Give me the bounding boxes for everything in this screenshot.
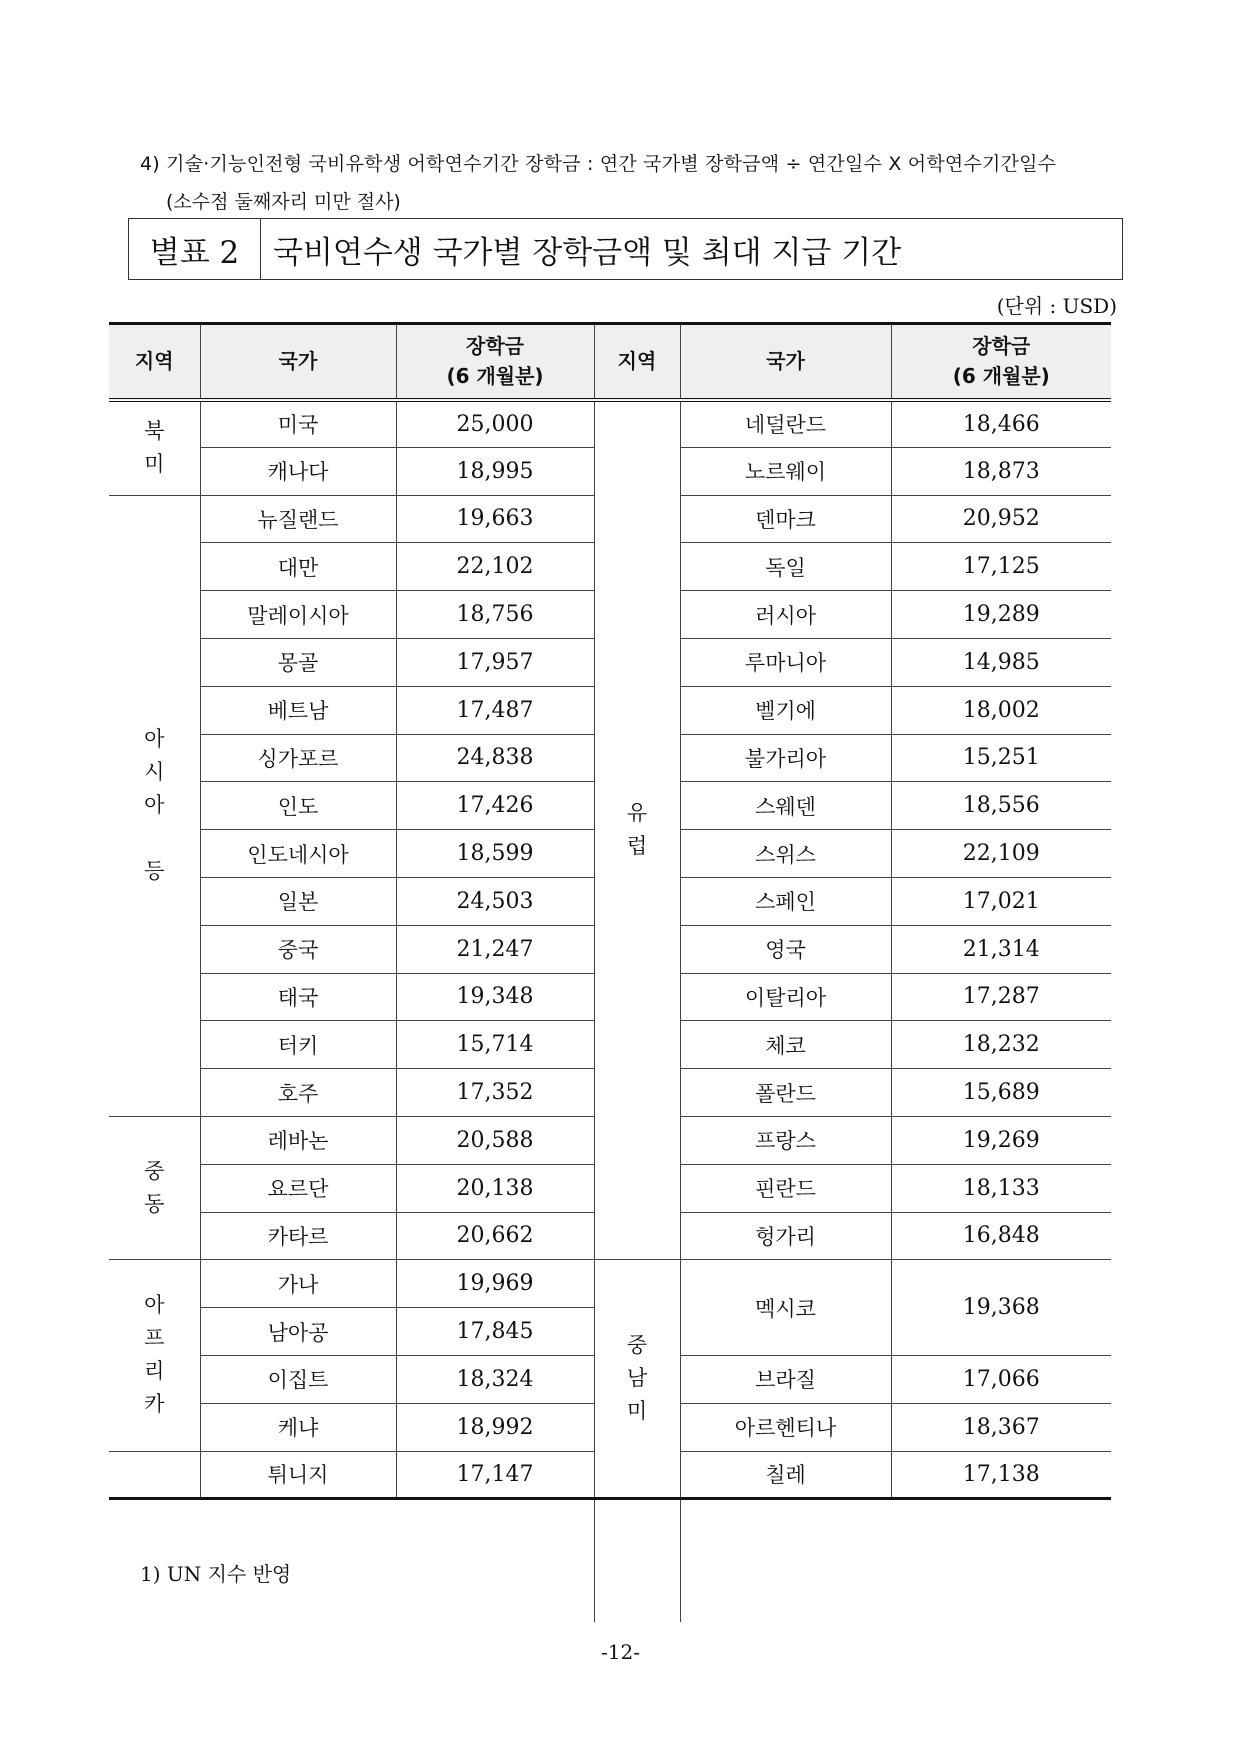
country-cell: 멕시코	[680, 1260, 891, 1356]
amount-cell: 20,952	[891, 495, 1111, 543]
country-cell: 브라질	[680, 1355, 891, 1403]
country-cell: 칠레	[680, 1451, 891, 1499]
amount-cell: 14,985	[891, 638, 1111, 686]
header-region-left: 지역	[109, 324, 200, 400]
amount-cell: 19,348	[396, 973, 594, 1021]
table-title: 국비연수생 국가별 장학금액 및 최대 지급 기간	[273, 234, 902, 271]
amount-cell: 20,662	[396, 1212, 594, 1260]
region-empty	[109, 1451, 200, 1499]
country-cell: 가나	[200, 1260, 396, 1308]
country-cell: 인도네시아	[200, 830, 396, 878]
country-cell: 태국	[200, 973, 396, 1021]
appendix-label: 별표 2	[129, 219, 261, 279]
country-cell: 영국	[680, 925, 891, 973]
amount-cell: 18,133	[891, 1164, 1111, 1212]
country-cell: 대만	[200, 543, 396, 591]
country-cell: 불가리아	[680, 734, 891, 782]
amount-cell: 17,957	[396, 638, 594, 686]
amount-cell: 18,324	[396, 1355, 594, 1403]
country-cell: 인도	[200, 782, 396, 830]
country-cell: 독일	[680, 543, 891, 591]
header-amount-right: 장학금 (6 개월분)	[891, 324, 1111, 400]
intro-line-2: (소수점 둘째자리 미만 절사)	[166, 191, 401, 213]
country-cell: 레바논	[200, 1116, 396, 1164]
amount-cell: 19,368	[891, 1260, 1111, 1356]
header-country-left: 국가	[200, 324, 396, 400]
scholarship-table	[109, 322, 1111, 1500]
country-cell: 케냐	[200, 1403, 396, 1451]
amount-cell: 17,426	[396, 782, 594, 830]
column-divider-extension	[594, 1500, 595, 1622]
amount-cell: 22,109	[891, 830, 1111, 878]
amount-cell: 18,756	[396, 591, 594, 639]
country-cell: 터키	[200, 1021, 396, 1069]
amount-cell: 19,969	[396, 1260, 594, 1308]
amount-cell: 17,147	[396, 1451, 594, 1499]
intro-line-1: 4) 기술·기능인전형 국비유학생 어학연수기간 장학금 : 연간 국가별 장학금액 ÷ 연간일수 X 어학연수기간일수	[140, 153, 1057, 175]
amount-cell: 18,995	[396, 447, 594, 495]
unit-label: (단위 : USD)	[996, 294, 1117, 318]
country-cell: 이집트	[200, 1355, 396, 1403]
amount-cell: 17,021	[891, 877, 1111, 925]
amount-cell: 19,269	[891, 1116, 1111, 1164]
amount-cell: 18,599	[396, 830, 594, 878]
region-north-america: 북 미	[109, 400, 200, 496]
amount-cell: 17,487	[396, 686, 594, 734]
header-amount-left: 장학금 (6 개월분)	[396, 324, 594, 400]
country-cell: 호주	[200, 1069, 396, 1117]
header-region-right: 지역	[594, 324, 680, 400]
country-cell: 핀란드	[680, 1164, 891, 1212]
amount-cell: 16,848	[891, 1212, 1111, 1260]
country-cell: 네덜란드	[680, 400, 891, 448]
amount-cell: 24,503	[396, 877, 594, 925]
country-cell: 몽골	[200, 638, 396, 686]
country-cell: 헝가리	[680, 1212, 891, 1260]
region-africa: 아 프 리 카	[109, 1260, 200, 1451]
country-cell: 스페인	[680, 877, 891, 925]
amount-cell: 20,588	[396, 1116, 594, 1164]
country-cell: 스웨덴	[680, 782, 891, 830]
amount-cell: 22,102	[396, 543, 594, 591]
country-cell: 루마니아	[680, 638, 891, 686]
country-cell: 말레이시아	[200, 591, 396, 639]
page-number: -12-	[601, 1640, 640, 1664]
amount-cell: 18,232	[891, 1021, 1111, 1069]
country-cell: 덴마크	[680, 495, 891, 543]
country-cell: 스위스	[680, 830, 891, 878]
table-header-row	[109, 324, 1111, 400]
country-cell: 노르웨이	[680, 447, 891, 495]
amount-cell: 15,689	[891, 1069, 1111, 1117]
region-middle-east: 중 동	[109, 1116, 200, 1259]
country-cell: 싱가포르	[200, 734, 396, 782]
country-cell: 뉴질랜드	[200, 495, 396, 543]
amount-cell: 18,556	[891, 782, 1111, 830]
country-cell: 캐나다	[200, 447, 396, 495]
region-asia: 아 시 아 등	[109, 495, 200, 1116]
country-cell: 베트남	[200, 686, 396, 734]
country-cell: 이탈리아	[680, 973, 891, 1021]
country-cell: 아르헨티나	[680, 1403, 891, 1451]
amount-cell: 21,314	[891, 925, 1111, 973]
amount-cell: 25,000	[396, 400, 594, 448]
country-cell: 카타르	[200, 1212, 396, 1260]
amount-cell: 17,138	[891, 1451, 1111, 1499]
country-cell: 폴란드	[680, 1069, 891, 1117]
country-cell: 벨기에	[680, 686, 891, 734]
table-title-box	[128, 218, 1123, 280]
country-cell: 체코	[680, 1021, 891, 1069]
country-cell: 요르단	[200, 1164, 396, 1212]
country-cell: 일본	[200, 877, 396, 925]
amount-cell: 21,247	[396, 925, 594, 973]
amount-cell: 19,289	[891, 591, 1111, 639]
country-cell: 튀니지	[200, 1451, 396, 1499]
amount-cell: 18,873	[891, 447, 1111, 495]
country-cell: 프랑스	[680, 1116, 891, 1164]
country-cell: 미국	[200, 400, 396, 448]
amount-cell: 18,367	[891, 1403, 1111, 1451]
amount-cell: 17,845	[396, 1308, 594, 1356]
country-cell: 중국	[200, 925, 396, 973]
column-divider-extension	[680, 1500, 681, 1622]
region-latin-america: 중 남 미	[594, 1260, 680, 1499]
region-europe: 유 럽	[594, 400, 680, 1260]
amount-cell: 17,352	[396, 1069, 594, 1117]
amount-cell: 17,125	[891, 543, 1111, 591]
amount-cell: 18,002	[891, 686, 1111, 734]
amount-cell: 17,066	[891, 1355, 1111, 1403]
amount-cell: 18,992	[396, 1403, 594, 1451]
amount-cell: 24,838	[396, 734, 594, 782]
country-cell: 러시아	[680, 591, 891, 639]
amount-cell: 15,251	[891, 734, 1111, 782]
table-row	[109, 400, 1111, 448]
country-cell: 남아공	[200, 1308, 396, 1356]
amount-cell: 17,287	[891, 973, 1111, 1021]
header-country-right: 국가	[680, 324, 891, 400]
amount-cell: 15,714	[396, 1021, 594, 1069]
amount-cell: 18,466	[891, 400, 1111, 448]
footnote: 1) UN 지수 반영	[140, 1562, 292, 1586]
amount-cell: 20,138	[396, 1164, 594, 1212]
amount-cell: 19,663	[396, 495, 594, 543]
table-row	[109, 1260, 1111, 1308]
